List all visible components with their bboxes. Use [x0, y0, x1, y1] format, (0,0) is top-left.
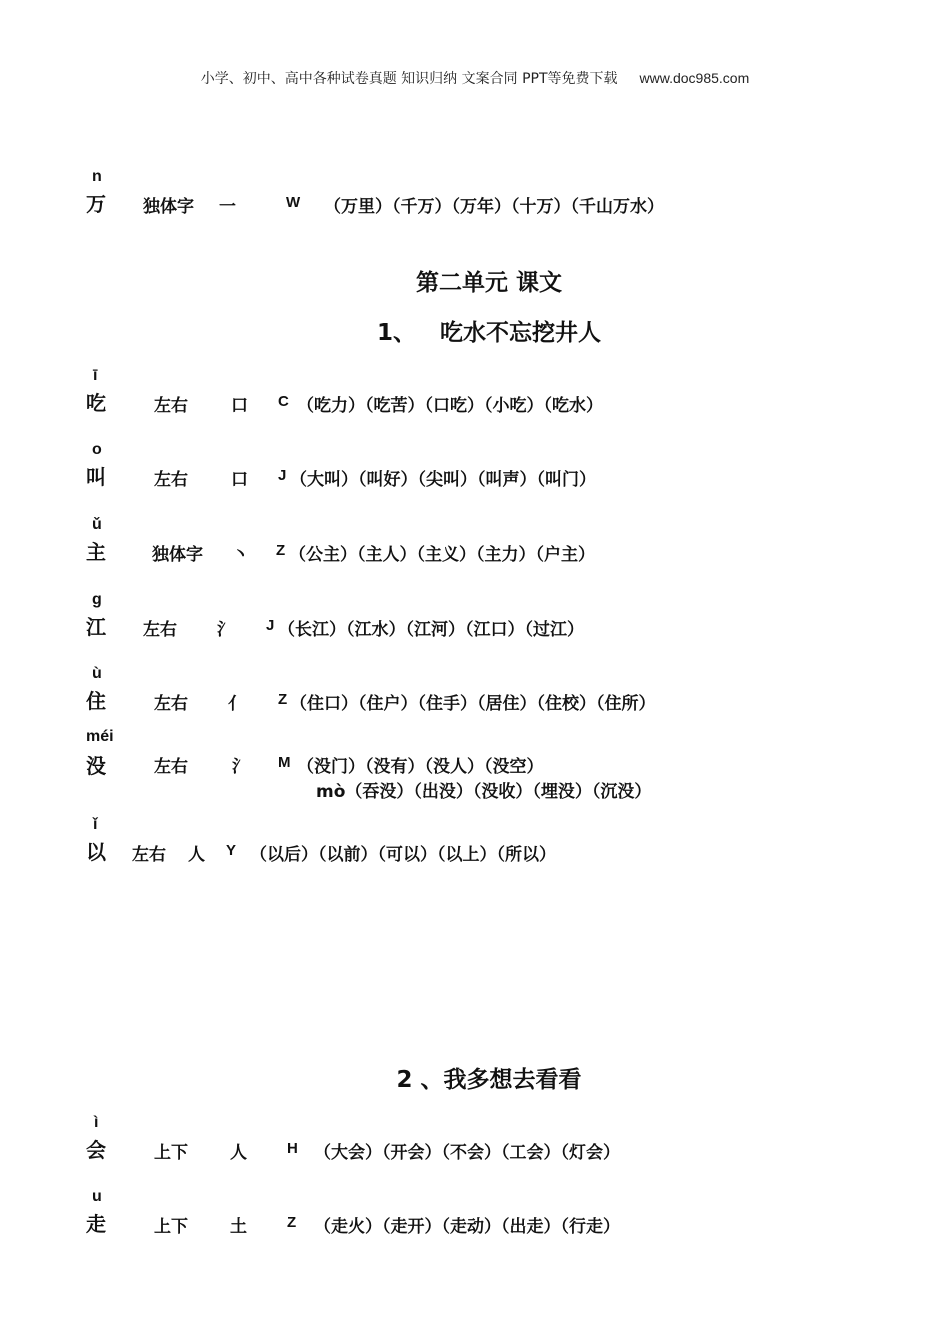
word-list: （长江）（江水）（江河）（江口）（过江）: [278, 620, 584, 640]
radical: 丶: [232, 545, 249, 565]
initial-letter: Z: [276, 542, 286, 559]
char-entry: [0, 1188, 950, 1248]
word-list: （走火）（走开）（走动）（出走）（行走）: [314, 1217, 620, 1237]
radical: 一: [219, 197, 236, 217]
initial-letter: Z: [278, 691, 288, 708]
initial-letter: H: [287, 1140, 298, 1157]
word-list: （万里）（千万）（万年）（十万）（千山万水）: [324, 197, 664, 217]
structure: 上下: [154, 1143, 188, 1163]
pinyin: ì: [94, 1114, 99, 1131]
radical: 氵: [217, 620, 234, 640]
pinyin: ǐ: [93, 816, 98, 833]
char-entry: [0, 665, 950, 725]
initial-letter: Y: [226, 842, 237, 859]
char-entry: [0, 168, 950, 228]
word-list: （住口）（住户）（住手）（居住）（住校）（住所）: [290, 694, 656, 714]
header-url[interactable]: www.doc985.com: [639, 70, 750, 86]
initial-letter: W: [286, 194, 301, 211]
character: 没: [86, 754, 106, 778]
word-list: （吃力）（吃苦）（口吃）（小吃）（吃水）: [297, 396, 603, 416]
word-list: （公主）（主人）（主义）（主力）（户主）: [289, 545, 595, 565]
pinyin: n: [92, 168, 102, 185]
pinyin: ù: [92, 665, 102, 682]
structure: 左右: [154, 396, 188, 416]
word-list: （没门）（没有）（没人）（没空）: [297, 757, 544, 777]
structure: 左右: [154, 470, 188, 490]
pinyin: o: [92, 441, 102, 458]
pinyin: u: [92, 1188, 102, 1205]
pinyin: g: [92, 591, 102, 608]
page-header: [0, 68, 950, 88]
char-entry: [0, 367, 950, 427]
pinyin: ǔ: [92, 516, 102, 533]
structure: 上下: [154, 1217, 188, 1237]
initial-letter: Z: [287, 1214, 297, 1231]
word-list-alt: mò（吞没）（出没）（没收）（埋没）（沉没）: [316, 782, 652, 802]
structure: 左右: [132, 845, 166, 865]
character: 走: [86, 1212, 106, 1236]
radical: 人: [188, 845, 205, 865]
initial-letter: J: [266, 617, 275, 634]
word-list: （大会）（开会）（不会）（工会）（灯会）: [314, 1143, 620, 1163]
character: 住: [86, 689, 106, 713]
radical: 口: [231, 470, 248, 490]
initial-letter: J: [278, 467, 287, 484]
radical: 土: [230, 1217, 247, 1237]
character: 万: [86, 192, 106, 216]
radical: 氵: [232, 757, 249, 777]
structure: 左右: [154, 694, 188, 714]
character: 主: [86, 540, 106, 564]
char-entry: [0, 591, 950, 651]
lesson-2-title: 2 、我多想去看看: [396, 1067, 582, 1093]
character: 叫: [86, 465, 106, 489]
pinyin: ī: [93, 367, 98, 384]
char-entry: [0, 1114, 950, 1174]
initial-letter: C: [278, 393, 289, 410]
structure: 独体字: [152, 545, 203, 565]
structure: 左右: [154, 757, 188, 777]
structure: 独体字: [143, 197, 194, 217]
character: 吃: [86, 391, 106, 415]
character: 以: [86, 840, 106, 864]
radical: 亻: [228, 694, 245, 714]
radical: 口: [231, 396, 248, 416]
lesson-1-title: 1、 吃水不忘挖井人: [376, 320, 602, 346]
pinyin: méi: [86, 728, 114, 745]
char-entry: [0, 816, 950, 876]
character: 会: [86, 1138, 106, 1162]
radical: 人: [230, 1143, 247, 1163]
char-entry: [0, 516, 950, 576]
header-text: 小学、初中、高中各种试卷真题 知识归纳 文案合同 PPT等免费下载: [200, 71, 618, 87]
char-entry: [0, 441, 950, 501]
word-list: （大叫）（叫好）（尖叫）（叫声）（叫门）: [290, 470, 596, 490]
char-entry: [0, 728, 950, 802]
unit-title: 第二单元 课文: [415, 270, 562, 296]
structure: 左右: [143, 620, 177, 640]
word-list: （以后）（以前）（可以）（以上）（所以）: [250, 845, 556, 865]
character: 江: [86, 615, 106, 639]
initial-letter: M: [278, 754, 291, 771]
